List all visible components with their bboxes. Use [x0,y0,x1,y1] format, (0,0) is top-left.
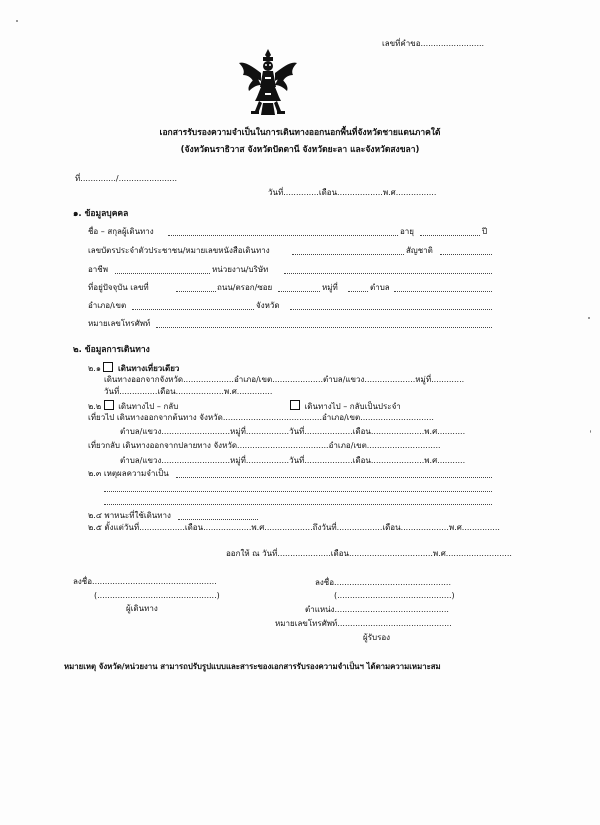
moo-label: หมู่ที่ [322,283,338,292]
outbound-origin-line: เที่ยวไป เดินทางออกจากต้นทาง จังหวัด.......................................อำเภอ/เขต............................. [88,413,434,422]
reason-label: ๒.๓ เหตุผลความจำเป็น [88,469,169,478]
return-date-line: ตำบล/แขวง...........................หมู่ที่.................วันที่...................เดือน.....................พ.ศ........... [120,456,466,465]
province-label: จังหวัด [256,301,280,310]
name-label: ชื่อ – สกุลผู้เดินทาง [88,227,154,236]
address-label: ที่อยู่ปัจจุบัน เลขที่ [88,283,149,292]
regular-round-trip-checkbox[interactable] [290,400,300,410]
phone-field[interactable] [156,327,492,328]
tambon-label: ตำบล [370,283,390,292]
province-field[interactable] [290,309,492,310]
period-line: ๒.๕ ตั้งแต่วันที่..................เดือน...................พ.ศ...................ถึงวันที่..................เดือน...................พ.ศ............... [88,523,500,532]
road-field[interactable] [278,291,320,292]
scan-speck [590,430,591,433]
traveler-role: ผู้เดินทาง [126,604,158,613]
certifier-role: ผู้รับรอง [363,633,391,642]
moo-field[interactable] [348,291,368,292]
one-way-date-line: วันที่...............เดือน...................พ.ศ.............. [104,387,273,396]
outbound-date-line: ตำบล/แขวง...........................หมู่ที่.................วันที่...................เดือน.....................พ.ศ........... [120,427,466,436]
nationality-field[interactable] [440,254,492,255]
occupation-label: อาชีพ [88,265,108,274]
certifier-name-line[interactable]: (.............................................) [334,591,455,600]
request-number: เลขที่คำขอ......................... [382,39,485,48]
occupation-field[interactable] [115,273,210,274]
traveler-sign-line[interactable]: ลงชื่อ................................................. [73,577,217,586]
reason-field-3[interactable] [104,504,492,505]
option-one-way[interactable] [88,362,179,374]
workplace-field[interactable] [284,273,492,274]
document-subtitle: (จังหวัดนราธิวาส จังหวัดปัตตานี จังหวัดยะลา และจังหวัดสงขลา) [180,145,420,155]
certifier-phone-line[interactable]: หมายเลขโทรศัพท์............................................. [275,619,452,628]
name-field[interactable] [168,235,398,236]
amphoe-field[interactable] [132,309,254,310]
age-label: อายุ [400,227,414,236]
scan-speck [588,317,590,319]
age-field[interactable] [420,235,480,236]
garuda-emblem-icon [237,47,299,119]
round-trip-checkbox[interactable] [104,400,114,410]
document-title: เอกสารรับรองความจำเป็นในการเดินทางออกนอกพื้นที่จังหวัดชายแดนภาคใต้ [159,128,441,138]
year-label: ปี [482,227,488,236]
section2-heading: ๒. ข้อมูลการเดินทาง [73,345,150,355]
reason-field-1[interactable] [176,477,492,478]
id-card-label: เลขบัตรประจำตัวประชาชน/หมายเลขหนังสือเดินทาง [88,246,270,255]
tambon-field[interactable] [394,291,492,292]
road-label: ถนน/ตรอก/ซอย [217,283,273,292]
one-way-origin-line: เดินทางออกจากจังหวัด....................อำเภอ/เขต....................ตำบล/แขวง....................หมู่ที่............. [104,375,465,384]
id-card-field[interactable] [292,254,404,255]
s21-label: ๒.๑ [88,364,101,373]
vehicle-field[interactable] [178,519,258,520]
footnote: หมายเหตุ จังหวัด/หน่วยงาน สามารถปรับรูปแบบและสาระของเอกสารรับรองความจำเป็นฯ ได้ตามความเหมาะสม [64,662,441,671]
regular-round-trip-title: เดินทางไป – กลับเป็นประจำ [304,402,401,411]
s22-label: ๒.๒ [88,402,102,411]
reason-field-2[interactable] [104,491,492,492]
one-way-checkbox[interactable] [103,362,113,372]
certifier-sign-line[interactable]: ลงชื่อ.............................................. [315,578,452,587]
workplace-label: หน่วยงาน/บริษัท [212,265,269,274]
issued-date: ออกให้ ณ วันที่.....................เดือน.................................พ.ศ.......................... [226,549,512,558]
house-number-field[interactable] [176,291,216,292]
one-way-title: เดินทางเที่ยวเดียว [118,364,180,373]
vehicle-label: ๒.๔ พาหนะที่ใช้เดินทาง [88,511,171,520]
amphoe-label: อำเภอ/เขต [88,301,127,310]
option-round-trip[interactable] [88,400,178,412]
option-regular-round-trip[interactable] [290,400,401,412]
document-date: วันที่..............เดือน..................พ.ศ................ [268,188,437,197]
certifier-position-line[interactable]: ตำแหน่ง............................................. [305,605,449,614]
round-trip-title: เดินทางไป – กลับ [118,402,179,411]
traveler-name-line[interactable]: (...............................................) [94,591,220,600]
reference-number: ที่............../....................... [75,174,178,183]
section1-heading: ๑. ข้อมูลบุคคล [73,209,129,219]
scan-speck [16,20,18,22]
phone-label: หมายเลขโทรศัพท์ [88,319,151,328]
nationality-label: สัญชาติ [406,246,433,255]
return-origin-line: เที่ยวกลับ เดินทางออกจากปลายทาง จังหวัด....................................อำเภอ/เขต............................. [88,441,441,450]
